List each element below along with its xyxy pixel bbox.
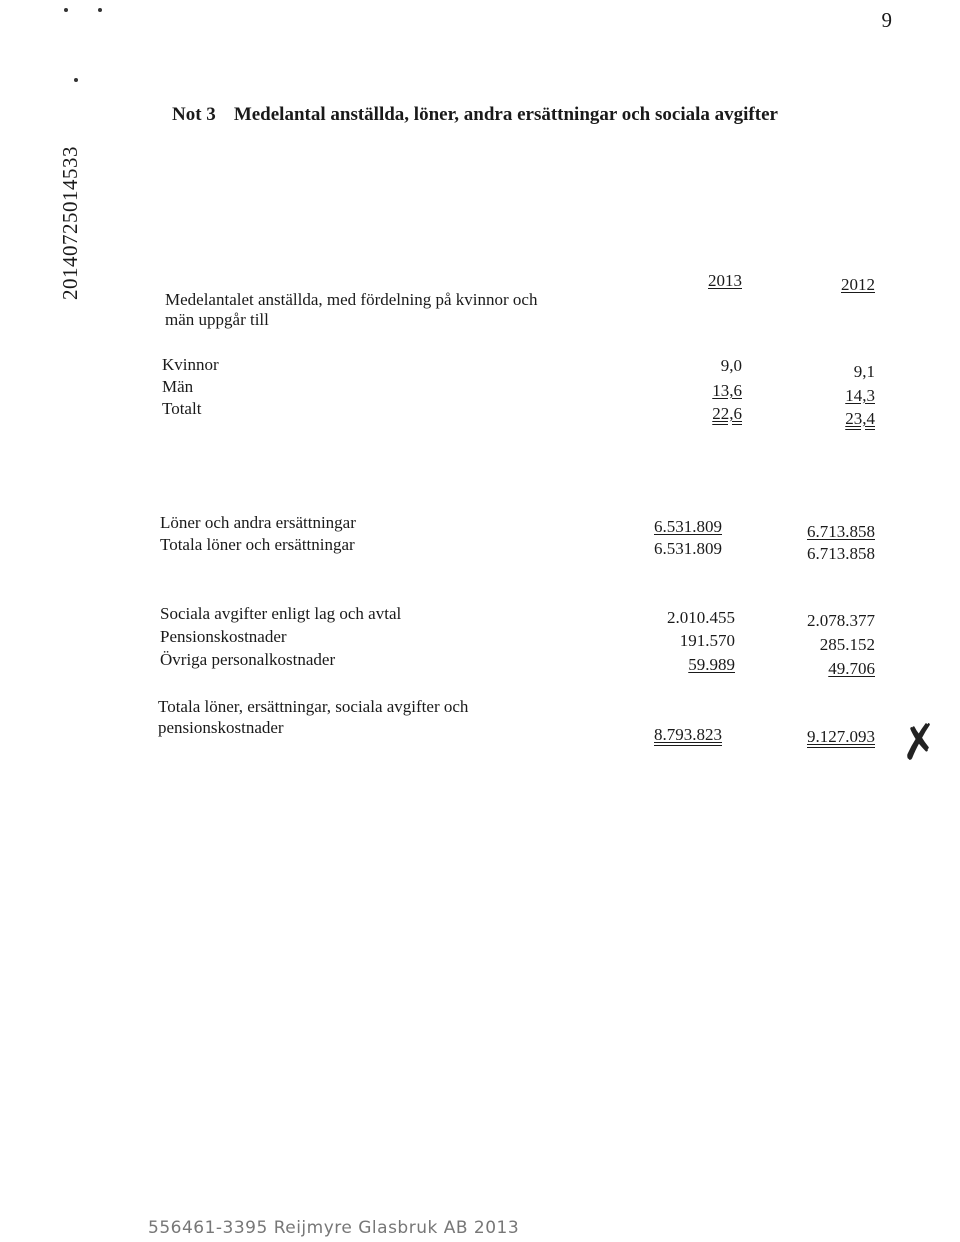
footer-company: 556461-3395 Reijmyre Glasbruk AB 2013: [148, 1218, 520, 1238]
staff-label-totalt: Totalt: [162, 399, 202, 418]
costs-ovriga-2012: 49.706: [828, 659, 875, 678]
costs-ovriga-2013: 59.989: [688, 655, 735, 674]
column-header-2012: 2012: [841, 275, 875, 294]
salaries-loner-2012: 6.713.858: [807, 522, 875, 541]
total-2013: 8.793.823: [654, 725, 722, 744]
document-id-vertical: 20140725014533: [58, 146, 82, 300]
scan-mark: [98, 8, 102, 12]
staff-label-man: Män: [162, 377, 194, 396]
salaries-label-totala: Totala löner och ersättningar: [160, 535, 355, 554]
staff-man-2012: 14,3: [845, 386, 875, 405]
note-number: Not 3: [172, 104, 216, 125]
staff-label-kvinnor: Kvinnor: [162, 355, 219, 374]
staff-intro-line2: män uppgår till: [165, 310, 269, 329]
costs-label-pension: Pensionskostnader: [160, 627, 287, 646]
salaries-totala-2012: 6.713.858: [807, 544, 875, 563]
column-header-2013: 2013: [708, 271, 742, 290]
handwritten-mark-icon: ✗: [896, 712, 943, 772]
staff-totalt-2012: 23,4: [845, 409, 875, 428]
costs-label-ovriga: Övriga personalkostnader: [160, 650, 336, 669]
scan-mark: [74, 78, 78, 82]
costs-label-sociala: Sociala avgifter enligt lag och avtal: [160, 604, 402, 623]
page-number: 9: [881, 8, 892, 32]
total-label-line2: pensionskostnader: [158, 718, 284, 737]
costs-sociala-2012: 2.078.377: [807, 611, 875, 630]
costs-pension-2012: 285.152: [819, 635, 875, 654]
salaries-loner-2013: 6.531.809: [654, 517, 722, 536]
staff-kvinnor-2012: 9,1: [853, 362, 875, 381]
note-heading: [172, 104, 778, 126]
staff-totalt-2013: 22,6: [712, 404, 742, 423]
salaries-totala-2013: 6.531.809: [654, 539, 722, 558]
costs-sociala-2013: 2.010.455: [667, 608, 735, 627]
staff-intro-line1: Medelantalet anställda, med fördelning på kvinnor och: [165, 290, 538, 309]
staff-man-2013: 13,6: [712, 381, 742, 400]
costs-pension-2013: 191.570: [679, 631, 735, 650]
total-2012: 9.127.093: [807, 727, 875, 746]
total-label-line1: Totala löner, ersättningar, sociala avgifter och: [158, 697, 469, 716]
staff-kvinnor-2013: 9,0: [720, 356, 742, 375]
scan-mark: [64, 8, 68, 12]
salaries-label-loner: Löner och andra ersättningar: [160, 513, 356, 532]
note-title: Medelantal anställda, löner, andra ersättningar och sociala avgifter: [233, 104, 778, 125]
